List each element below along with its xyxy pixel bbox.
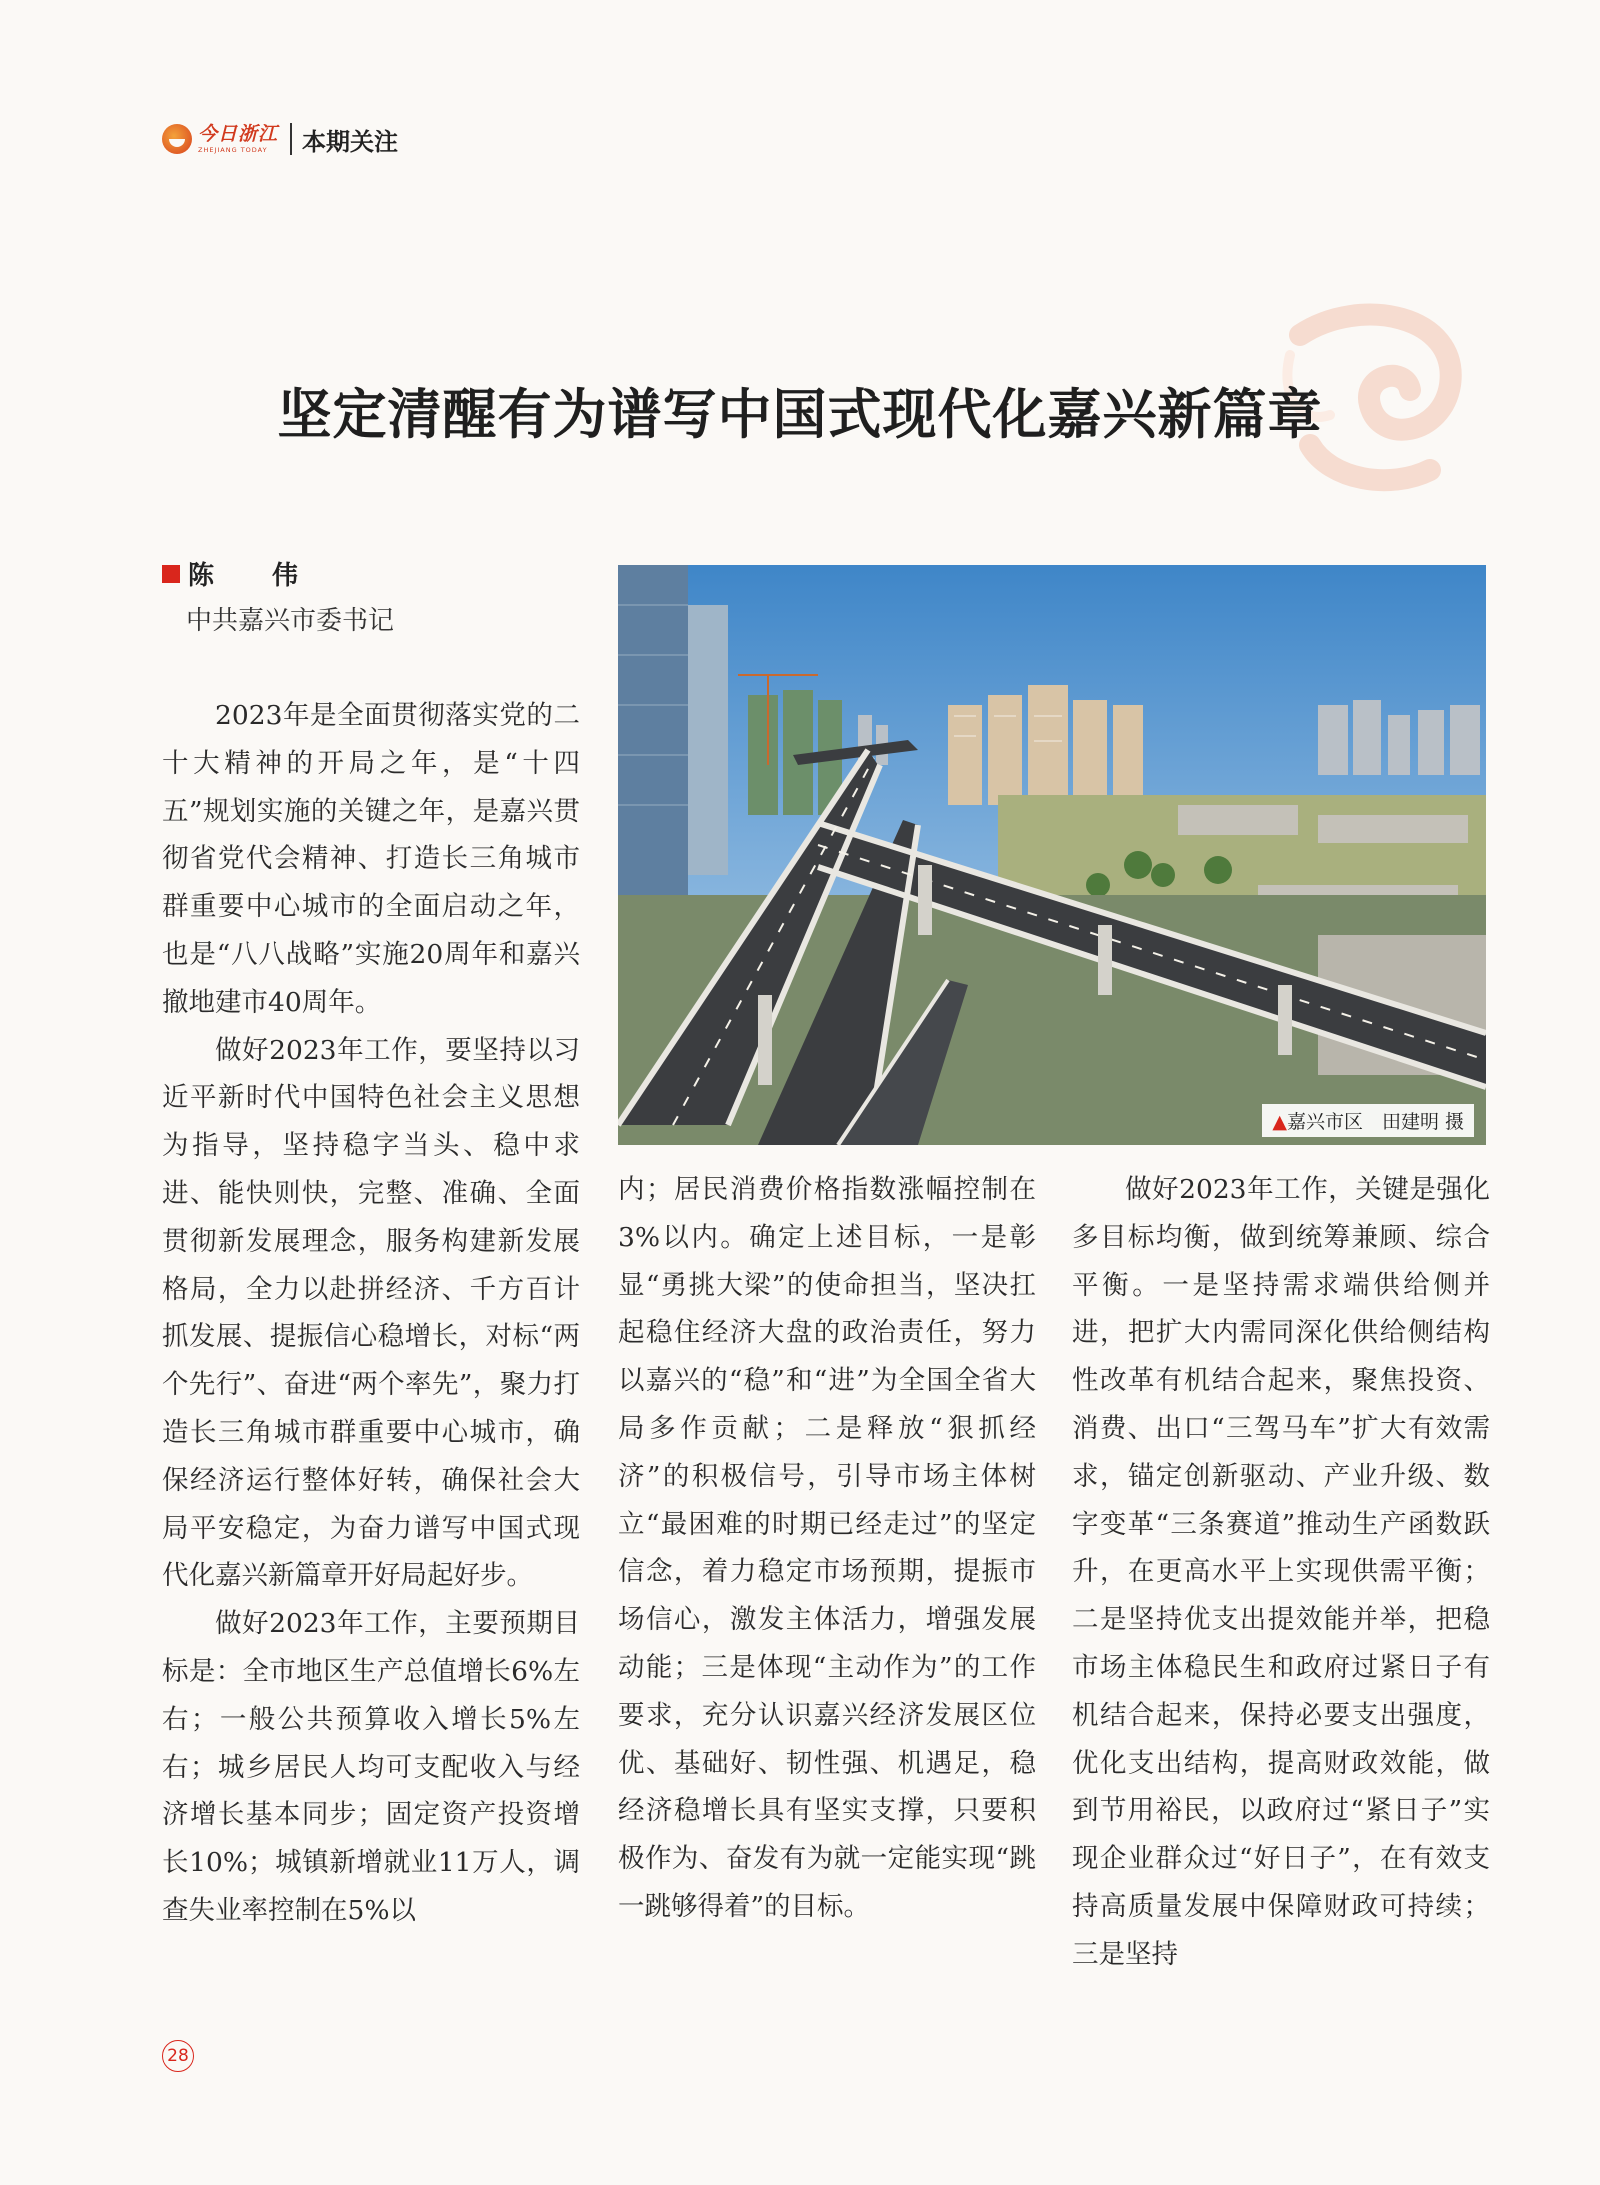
author-name: 陈 伟 <box>188 561 315 591</box>
triangle-marker-icon: ▲ <box>1272 1111 1287 1133</box>
article-title: 坚定清醒有为谱写中国式现代化嘉兴新篇章 <box>277 382 1323 446</box>
swirl-logo-icon <box>162 124 192 154</box>
article-column-3 <box>1072 1166 1490 1979</box>
paragraph: 做好2023年工作，主要预期目标是：全市地区生产总值增长6%左右；一般公共预算收入增长5%左右；城乡居民人均可支配收入与经济增长基本同步；固定资产投资增长10%；城镇新增就业11万人，调查失业率控制在5%以 <box>162 1608 580 1926</box>
article-column-1 <box>162 692 580 1935</box>
red-square-marker <box>162 565 180 583</box>
paragraph: 内；居民消费价格指数涨幅控制在3%以内。确定上述目标，一是彰显“勇挑大梁”的使命担当，坚决扛起稳住经济大盘的政治责任，努力以嘉兴的“稳”和“进”为全国全省大局多作贡献；二是释放“狠抓经济”的积极信号，引导市场主体树立“最困难的时期已经走过”的坚定信念，着力稳定市场预期，提振市场信心，激发主体活力，增强发展动能；三是体现“主动作为”的工作要求，充分认识嘉兴经济发展区位优、基础好、韧性强、机遇足，稳经济稳增长具有坚实支撑，只要积极作为、奋发有为就一定能实现“跳一跳够得着”的目标。 <box>618 1174 1036 1922</box>
photo-caption-text: 嘉兴市区 田建明 摄 <box>1286 1111 1464 1133</box>
page-number: 28 <box>162 2040 194 2072</box>
paragraph: 2023年是全面贯彻落实党的二十大精神的开局之年，是“十四五”规划实施的关键之年，是嘉兴贯彻省党代会精神、打造长三角城市群重要中心城市的全面启动之年，也是“八八战略”实施20周年和嘉兴撤地建市40周年。 <box>162 700 580 1018</box>
logo-english-text: ZHEJIANG TODAY <box>198 145 268 154</box>
author-line <box>162 555 314 592</box>
author-role: 中共嘉兴市委书记 <box>186 606 395 636</box>
photo-caption <box>1262 1104 1474 1137</box>
section-label: 本期关注 <box>302 127 399 156</box>
magazine-logo <box>162 124 278 154</box>
paragraph: 做好2023年工作，关键是强化多目标均衡，做到统筹兼顾、综合平衡。一是坚持需求端供给侧并进，把扩大内需同深化供给侧结构性改革有机结合起来，聚焦投资、消费、出口“三驾马车”扩大有效需求，锚定创新驱动、产业升级、数字变革“三条赛道”推动生产函数跃升，在更高水平上实现供需平衡；二是坚持优支出提效能并举，把稳市场主体稳民生和政府过紧日子有机结合起来，保持必要支出强度，优化支出结构，提高财政效能，做到节用裕民，以政府过“紧日子”实现企业群众过“好日子”，在有效支持高质量发展中保障财政可持续；三是坚持 <box>1072 1174 1490 1970</box>
article-column-2 <box>618 1166 1036 1931</box>
paragraph: 做好2023年工作，要坚持以习近平新时代中国特色社会主义思想为指导，坚持稳字当头、稳中求进、能快则快，完整、准确、全面贯彻新发展理念，服务构建新发展格局，全力以赴拼经济、千方百计抓发展、提振信心稳增长，对标“两个先行”、奋进“两个率先”，聚力打造长三角城市群重要中心城市，确保经济运行整体好转，确保社会大局平安稳定，为奋力谱写中国式现代化嘉兴新篇章开好局起好步。 <box>162 1034 580 1592</box>
city-overpass-photo <box>618 565 1486 1145</box>
page-header <box>162 120 398 158</box>
logo-chinese-text: 今日浙江 <box>198 122 279 145</box>
header-divider <box>290 123 292 155</box>
